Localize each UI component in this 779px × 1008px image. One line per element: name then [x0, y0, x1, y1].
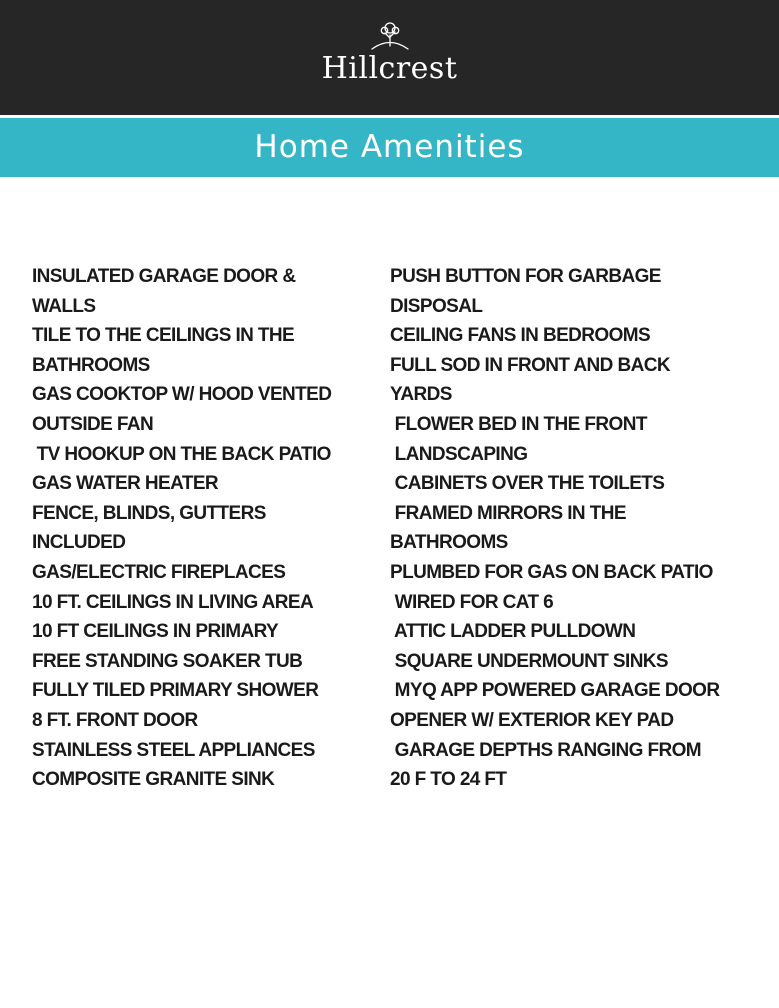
amenity-line: OPENER W/ EXTERIOR KEY PAD: [390, 709, 674, 731]
amenity-line: GARAGE DEPTHS RANGING FROM: [390, 739, 702, 761]
amenity-line: FULLY TILED PRIMARY SHOWER: [32, 680, 319, 702]
amenity-line: LANDSCAPING: [390, 443, 528, 465]
amenity-line: 20 F TO 24 FT: [390, 769, 507, 791]
amenity-line: PUSH BUTTON FOR GARBAGE: [390, 266, 661, 287]
amenity-line: FRAMED MIRRORS IN THE: [390, 502, 626, 524]
amenity-line: INCLUDED: [32, 532, 126, 554]
amenity-line: FENCE, BLINDS, GUTTERS: [32, 502, 266, 524]
header: [0, 0, 779, 115]
amenity-line: SQUARE UNDERMOUNT SINKS: [390, 650, 669, 672]
amenity-line: TILE TO THE CEILINGS IN THE: [32, 325, 295, 347]
amenity-line: FLOWER BED IN THE FRONT: [390, 413, 647, 435]
amenity-line: 8 FT. FRONT DOOR: [32, 709, 198, 731]
amenity-line: FULL SOD IN FRONT AND BACK: [390, 354, 670, 376]
amenity-line: PLUMBED FOR GAS ON BACK PATIO: [390, 561, 713, 583]
amenity-line: WALLS: [32, 295, 96, 317]
amenity-line: GAS/ELECTRIC FIREPLACES: [32, 561, 286, 583]
amenity-line: OUTSIDE FAN: [32, 413, 154, 435]
amenity-line: GAS COOKTOP W/ HOOD VENTED: [32, 384, 332, 406]
page-title: Home Amenities: [254, 129, 525, 165]
amenity-line: STAINLESS STEEL APPLIANCES: [32, 739, 315, 761]
amenity-line: FREE STANDING SOAKER TUB: [32, 650, 303, 672]
logo-text: Hillcrest: [321, 51, 458, 86]
amenity-line: CABINETS OVER THE TOILETS: [390, 473, 665, 495]
amenity-line: BATHROOMS: [390, 532, 508, 554]
amenity-line: BATHROOMS: [32, 354, 150, 376]
amenities-left-column: [32, 262, 377, 795]
amenity-line: YARDS: [390, 384, 452, 406]
logo: [0, 20, 779, 86]
amenity-line: DISPOSAL: [390, 295, 483, 317]
amenity-line: TV HOOKUP ON THE BACK PATIO: [32, 443, 331, 465]
amenity-line: CEILING FANS IN BEDROOMS: [390, 325, 651, 347]
amenity-line: MYQ APP POWERED GARAGE DOOR: [390, 680, 720, 702]
amenities-right-column: [390, 262, 775, 795]
amenity-line: INSULATED GARAGE DOOR &: [32, 266, 296, 287]
amenity-line: GAS WATER HEATER: [32, 473, 219, 495]
amenity-line: ATTIC LADDER PULLDOWN: [390, 621, 636, 643]
tree-on-hill-icon: [0, 20, 779, 50]
amenity-line: 10 FT. CEILINGS IN LIVING AREA: [32, 591, 314, 613]
amenity-line: 10 FT CEILINGS IN PRIMARY: [32, 621, 279, 643]
title-banner: [0, 118, 779, 177]
amenity-line: COMPOSITE GRANITE SINK: [32, 769, 275, 791]
amenity-line: WIRED FOR CAT 6: [390, 591, 554, 613]
